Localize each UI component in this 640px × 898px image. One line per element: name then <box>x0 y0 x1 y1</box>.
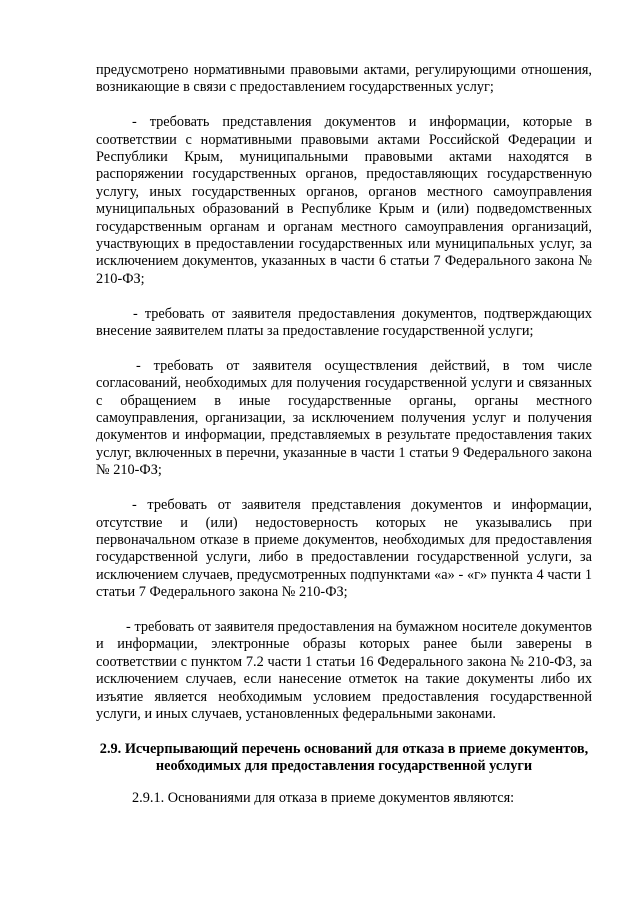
subclause-text: 2.9.1. Основаниями для отказа в приеме документов являются: <box>132 789 515 806</box>
paragraph-continuation: предусмотрено нормативными правовыми актами, регулирующими отношения, возникающие в связи с предоставлением государственных услуг; <box>96 62 592 96</box>
section-heading: 2.9. Исчерпывающий перечень оснований для отказа в приеме документов, необходимых для предоставления государственной услуги <box>99 740 589 775</box>
paragraph-requirement-payment: - требовать от заявителя предоставления документов, подтверждающих внесение заявителем платы за предоставление государственной услуги; <box>96 305 592 340</box>
document-page <box>96 62 592 807</box>
paragraph-requirement-paper-copies: - требовать от заявителя предоставления на бумажном носителе документов и информации, электронные образы которых ранее были заверены в соответствии с пунктом 7.2 части 1 статьи 16 Федерального закона № 210-ФЗ, за исключением случаев, если нанесение отметок на такие документы либо их изъятие является необходимым условием предоставления государственной услуги, и иных случаев, установленных федеральными законами. <box>96 618 592 722</box>
paragraph-requirement-missing-info: - требовать от заявителя представления документов и информации, отсутствие и (или) недостоверность которых не указывались при первоначальном отказе в приеме документов, необходимых для предоставления государственной услуги, либо в предоставлении государственной услуги, за исключением случаев, предусмотренных подпунктами «а» - «г» пункта 4 части 1 статьи 7 Федерального закона № 210-ФЗ; <box>96 497 592 601</box>
paragraph-requirement-actions: - требовать от заявителя осуществления действий, в том числе согласований, необходимых для получения государственной услуги и связанных с обращением в иные государственные органы, органы местного самоуправления, организации, за исключением получения услуг и получения документов и информации, представляемых в результате предоставления таких услуг, включенных в перечни, указанные в части 1 статьи 9 Федерального закона № 210-ФЗ; <box>96 357 592 479</box>
paragraph-requirement-documents: - требовать представления документов и информации, которые в соответствии с нормативными правовыми актами Российской Федерации и Республики Крым, муниципальными правовыми актами находятся в распоряжении государственных органов, предоставляющих государственную услугу, иных государственных органов, органов местного самоуправления муниципальных образований в Республике Крым и (или) подведомственных государственным органам и органам местного самоуправления организаций, участвующих в предоставлении государственных или муниципальных услуг, за исключением документов, указанных в части 6 статьи 7 Федерального закона № 210-ФЗ; <box>96 114 592 287</box>
